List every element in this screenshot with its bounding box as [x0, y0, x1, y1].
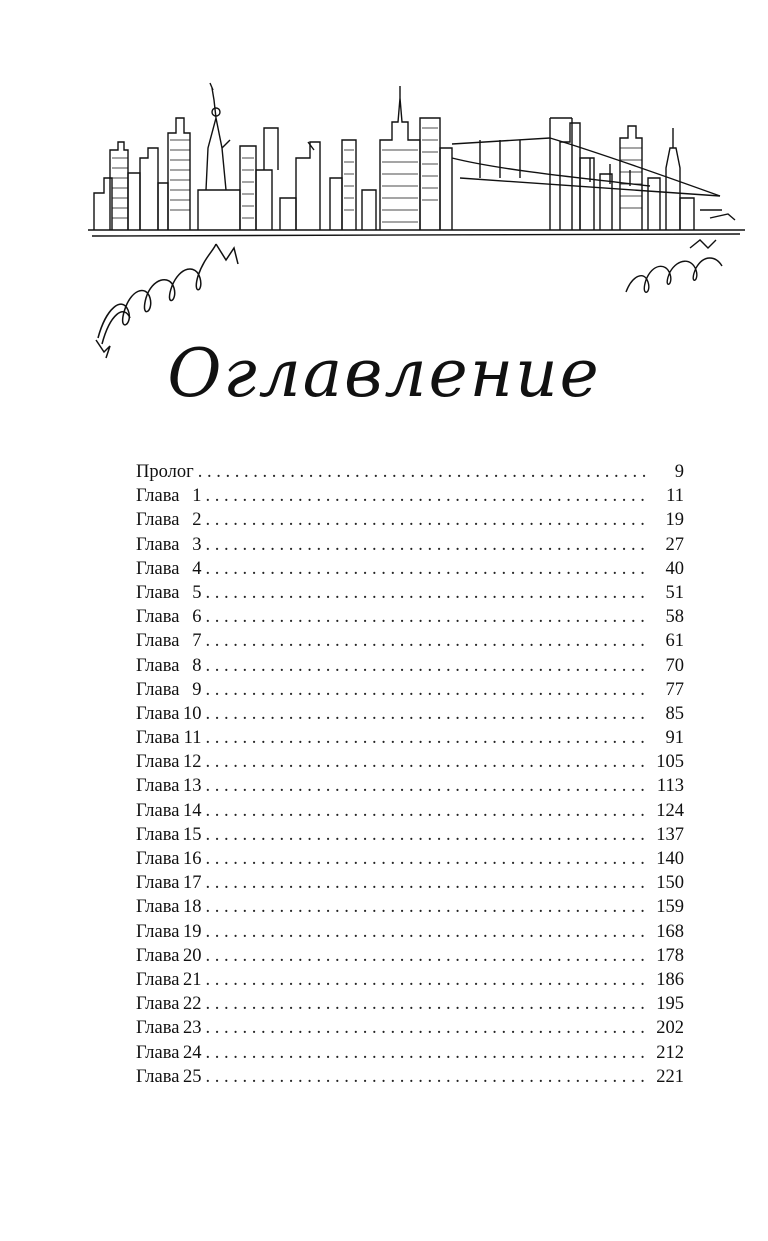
- toc-entry-page: 212: [656, 1042, 684, 1063]
- toc-entry-page: 85: [665, 703, 684, 724]
- toc-entry-label: [136, 508, 201, 532]
- toc-entry-number: 10: [182, 703, 202, 724]
- toc-entry: [136, 678, 684, 702]
- table-of-contents: [136, 460, 684, 1089]
- toc-entry-label: [136, 605, 201, 629]
- toc-leader-dots: [205, 678, 648, 702]
- toc-entry-number: 23: [182, 1018, 202, 1039]
- toc-entry-label: [136, 1041, 201, 1065]
- toc-entry-page: 9: [674, 462, 684, 482]
- toc-entry-title: Глава: [136, 1018, 180, 1039]
- toc-entry-title: Глава: [136, 655, 180, 676]
- toc-entry: [136, 581, 684, 605]
- toc-entry-title: Глава: [136, 994, 180, 1015]
- toc-entry-title: Глава: [136, 897, 180, 918]
- toc-entry-title: Глава: [136, 921, 180, 942]
- toc-entry-label: [136, 533, 201, 557]
- toc-entry: [136, 1016, 684, 1040]
- toc-entry: [136, 774, 684, 798]
- toc-leader-dots: [205, 750, 648, 774]
- toc-entry-number: 12: [182, 752, 202, 773]
- toc-entry-page: 140: [656, 849, 684, 869]
- toc-entry-label: [136, 895, 201, 919]
- toc-entry: [136, 799, 684, 823]
- toc-entry-title: Глава: [136, 631, 180, 652]
- toc-entry-label: [136, 581, 201, 605]
- toc-leader-dots: [205, 629, 648, 653]
- toc-entry-title: Глава: [136, 534, 180, 555]
- toc-entry-number: 6: [192, 607, 202, 628]
- toc-entry-label: [136, 484, 201, 508]
- toc-entry-page: 91: [665, 728, 684, 749]
- toc-entry-title: Глава: [136, 945, 180, 966]
- toc-leader-dots: [198, 460, 648, 484]
- toc-leader-dots: [205, 799, 648, 823]
- toc-entry-page: 159: [656, 897, 684, 918]
- toc-entry: [136, 1065, 684, 1089]
- toc-entry-number: 15: [182, 824, 202, 845]
- ribbon-right-decoration: [618, 236, 730, 308]
- toc-entry-title: Глава: [136, 969, 180, 990]
- toc-entry-page: 58: [665, 607, 684, 628]
- toc-entry: [136, 1041, 684, 1065]
- toc-leader-dots: [205, 605, 648, 629]
- toc-entry-page: 150: [656, 873, 684, 894]
- toc-entry-label: [136, 920, 201, 944]
- toc-entry-label: [136, 629, 201, 653]
- toc-entry-number: 7: [192, 631, 202, 652]
- toc-leader-dots: [205, 774, 648, 798]
- toc-entry-title: Глава: [136, 486, 180, 507]
- toc-entry-label: [136, 557, 201, 581]
- toc-entry-number: 25: [182, 1066, 202, 1087]
- toc-entry: [136, 726, 684, 750]
- toc-entry-page: 124: [656, 800, 684, 821]
- toc-leader-dots: [205, 968, 648, 992]
- toc-entry: [136, 871, 684, 895]
- toc-entry-page: 105: [656, 752, 684, 773]
- toc-entry-label: [136, 774, 201, 798]
- toc-entry-number: 18: [182, 897, 202, 918]
- toc-leader-dots: [205, 1065, 648, 1089]
- toc-entry-label: [136, 871, 201, 895]
- toc-entry-label: [136, 944, 201, 968]
- toc-entry-number: 22: [182, 994, 202, 1015]
- toc-entry-title: Глава: [136, 558, 180, 579]
- toc-entry: [136, 750, 684, 774]
- toc-entry-number: 9: [192, 679, 202, 700]
- toc-leader-dots: [205, 702, 648, 726]
- toc-entry-page: 19: [665, 510, 684, 531]
- toc-entry-label: [136, 847, 201, 871]
- toc-entry: [136, 992, 684, 1016]
- toc-entry-label: [136, 726, 201, 750]
- toc-entry-number: 20: [182, 945, 202, 966]
- toc-leader-dots: [205, 895, 648, 919]
- toc-entry-title: Глава: [136, 582, 180, 603]
- toc-entry-label: [136, 992, 201, 1016]
- toc-entry: [136, 847, 684, 871]
- toc-entry-title: Глава: [136, 752, 180, 773]
- toc-entry-label: [136, 702, 201, 726]
- toc-entry: [136, 920, 684, 944]
- toc-entry-page: 61: [665, 631, 684, 652]
- toc-entry-page: 202: [656, 1018, 684, 1039]
- toc-entry-number: 19: [182, 921, 202, 942]
- toc-entry: [136, 944, 684, 968]
- toc-entry-title: Глава: [136, 679, 180, 700]
- toc-entry-page: 195: [656, 994, 684, 1015]
- toc-entry: [136, 484, 684, 508]
- toc-entry-page: 27: [665, 534, 684, 555]
- toc-entry-number: 14: [182, 800, 202, 821]
- toc-entry-label: [136, 823, 201, 847]
- toc-entry-number: 21: [182, 969, 202, 990]
- toc-entry-page: 51: [665, 582, 684, 603]
- toc-entry-page: 137: [656, 824, 684, 845]
- toc-entry-number: 8: [192, 655, 202, 676]
- toc-entry-title: Глава: [136, 849, 180, 869]
- toc-leader-dots: [205, 1016, 648, 1040]
- toc-entry: [136, 629, 684, 653]
- toc-entry: [136, 823, 684, 847]
- toc-entry-page: 70: [665, 655, 684, 676]
- toc-entry-title: Пролог: [136, 462, 194, 482]
- toc-leader-dots: [205, 726, 648, 750]
- toc-entry: [136, 702, 684, 726]
- toc-entry: [136, 460, 684, 484]
- toc-entry-number: 2: [192, 510, 202, 531]
- toc-entry: [136, 654, 684, 678]
- toc-entry-page: 221: [656, 1066, 684, 1087]
- toc-entry: [136, 895, 684, 919]
- toc-entry-title: Глава: [136, 728, 180, 749]
- toc-entry-label: [136, 460, 194, 484]
- toc-leader-dots: [205, 1041, 648, 1065]
- toc-entry-title: Глава: [136, 607, 180, 628]
- page-title: Оглавление: [167, 335, 601, 412]
- toc-entry: [136, 533, 684, 557]
- toc-entry: [136, 508, 684, 532]
- toc-entry-number: 11: [183, 728, 202, 749]
- toc-leader-dots: [205, 654, 648, 678]
- toc-entry-title: Глава: [136, 824, 180, 845]
- toc-entry-label: [136, 750, 201, 774]
- toc-leader-dots: [205, 557, 648, 581]
- toc-entry-title: Глава: [136, 800, 180, 821]
- toc-entry-page: 168: [656, 921, 684, 942]
- toc-entry-label: [136, 968, 201, 992]
- toc-entry-title: Глава: [136, 1042, 180, 1063]
- toc-leader-dots: [205, 944, 648, 968]
- toc-leader-dots: [205, 847, 648, 871]
- toc-entry-number: 17: [182, 873, 202, 894]
- toc-leader-dots: [205, 871, 648, 895]
- toc-entry-title: Глава: [136, 1066, 180, 1087]
- toc-entry-number: 1: [192, 486, 202, 507]
- toc-leader-dots: [205, 992, 648, 1016]
- toc-entry: [136, 605, 684, 629]
- toc-entry-number: 4: [192, 558, 202, 579]
- toc-entry-page: 186: [656, 969, 684, 990]
- toc-entry: [136, 968, 684, 992]
- toc-entry-label: [136, 654, 201, 678]
- toc-entry-number: 24: [182, 1042, 202, 1063]
- city-skyline-illustration: [80, 78, 750, 246]
- toc-entry-number: 16: [182, 849, 202, 869]
- toc-entry-title: Глава: [136, 510, 180, 531]
- toc-entry-number: 13: [182, 776, 202, 797]
- toc-entry-page: 11: [666, 486, 684, 507]
- toc-entry-label: [136, 799, 201, 823]
- toc-entry-label: [136, 678, 201, 702]
- toc-entry-title: Глава: [136, 703, 180, 724]
- toc-leader-dots: [205, 533, 648, 557]
- toc-entry-page: 77: [665, 679, 684, 700]
- toc-entry-page: 113: [656, 776, 684, 797]
- toc-leader-dots: [205, 508, 648, 532]
- toc-entry-page: 40: [665, 558, 684, 579]
- toc-leader-dots: [205, 920, 648, 944]
- toc-entry-number: 5: [192, 582, 202, 603]
- toc-leader-dots: [205, 484, 648, 508]
- toc-leader-dots: [205, 823, 648, 847]
- toc-entry-label: [136, 1065, 201, 1089]
- toc-entry-title: Глава: [136, 873, 180, 894]
- toc-entry: [136, 557, 684, 581]
- toc-entry-page: 178: [656, 945, 684, 966]
- toc-leader-dots: [205, 581, 648, 605]
- toc-entry-number: 3: [192, 534, 202, 555]
- toc-entry-label: [136, 1016, 201, 1040]
- toc-entry-title: Глава: [136, 776, 180, 797]
